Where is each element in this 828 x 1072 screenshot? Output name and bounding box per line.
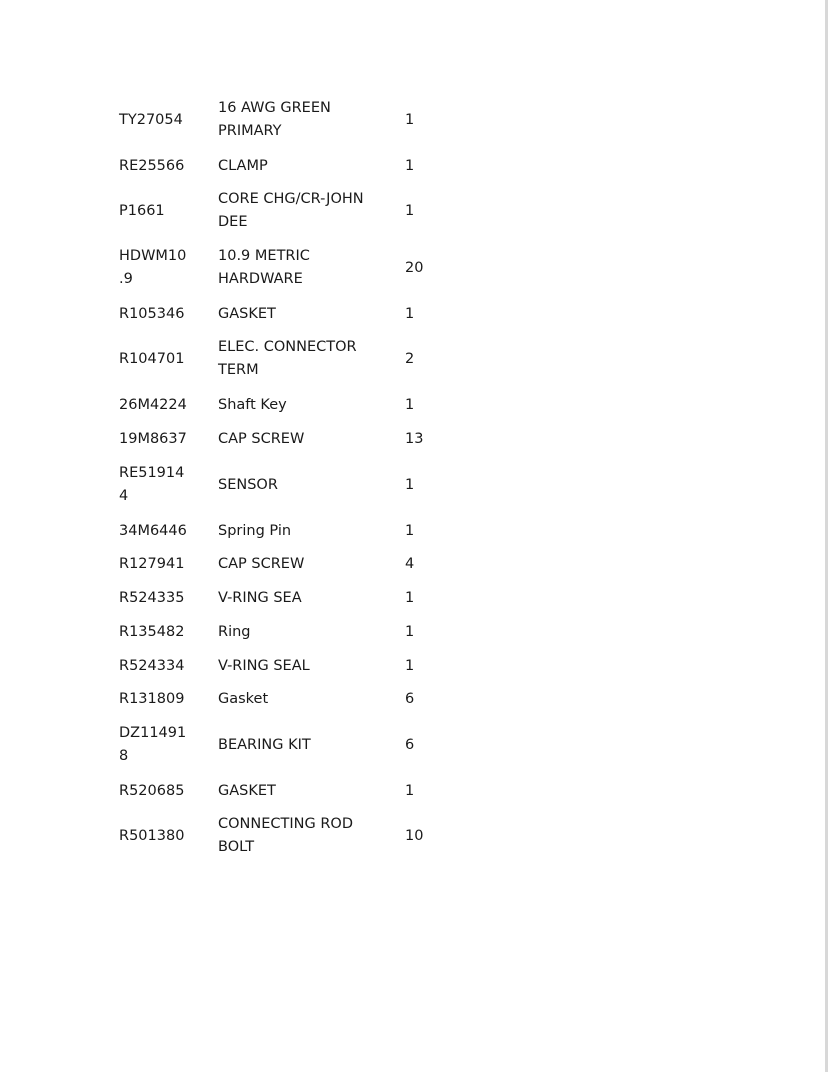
description-cell: Spring Pin: [218, 522, 292, 539]
quantity-cell: 1: [405, 111, 415, 128]
quantity-cell: 6: [405, 690, 415, 707]
part-number-cell: 34M6446: [119, 522, 187, 539]
part-number-cell: R105346: [119, 305, 185, 322]
part-number-cell: RE51914 4: [119, 465, 185, 504]
part-number-cell: HDWM10 .9: [119, 248, 187, 287]
quantity-cell: 1: [405, 396, 415, 413]
description-cell: 10.9 METRIC HARDWARE: [218, 248, 310, 287]
part-number-cell: RE25566: [119, 157, 185, 174]
part-number-cell: DZ11491 8: [119, 725, 187, 764]
quantity-cell: 1: [405, 782, 415, 799]
description-cell: V-RING SEA: [218, 589, 302, 606]
description-cell: GASKET: [218, 305, 276, 322]
quantity-cell: 1: [405, 305, 415, 322]
description-cell: GASKET: [218, 782, 276, 799]
table-row: [0, 651, 828, 681]
quantity-cell: 20: [405, 259, 424, 276]
table-row: [0, 96, 828, 144]
description-cell: CAP SCREW: [218, 555, 305, 572]
quantity-cell: 1: [405, 157, 415, 174]
table-row: [0, 776, 828, 806]
table-row: [0, 516, 828, 546]
table-row: [0, 335, 828, 383]
quantity-cell: 1: [405, 623, 415, 640]
description-cell: BEARING KIT: [218, 736, 311, 753]
table-row: [0, 549, 828, 579]
description-cell: Shaft Key: [218, 396, 287, 413]
quantity-cell: 1: [405, 202, 415, 219]
description-cell: V-RING SEAL: [218, 657, 310, 674]
quantity-cell: 6: [405, 736, 415, 753]
part-number-cell: R524334: [119, 657, 185, 674]
part-number-cell: 19M8637: [119, 430, 187, 447]
table-row: [0, 424, 828, 454]
description-cell: CAP SCREW: [218, 430, 305, 447]
description-cell: ELEC. CONNECTOR TERM: [218, 339, 357, 378]
table-row: [0, 187, 828, 235]
part-number-cell: R501380: [119, 827, 185, 844]
quantity-cell: 1: [405, 476, 415, 493]
table-row: [0, 583, 828, 613]
description-cell: Ring: [218, 623, 251, 640]
description-cell: Gasket: [218, 690, 269, 707]
quantity-cell: 1: [405, 522, 415, 539]
description-cell: CONNECTING ROD BOLT: [218, 816, 353, 855]
table-row: [0, 299, 828, 329]
quantity-cell: 1: [405, 589, 415, 606]
part-number-cell: R104701: [119, 350, 185, 367]
description-cell: CORE CHG/CR-JOHN DEE: [218, 191, 364, 230]
table-row: [0, 461, 828, 509]
part-number-cell: R520685: [119, 782, 185, 799]
part-number-cell: R135482: [119, 623, 185, 640]
quantity-cell: 1: [405, 657, 415, 674]
description-cell: CLAMP: [218, 157, 268, 174]
table-row: [0, 244, 828, 292]
description-cell: SENSOR: [218, 476, 278, 493]
table-row: [0, 721, 828, 769]
table-row: [0, 684, 828, 714]
quantity-cell: 4: [405, 555, 415, 572]
part-number-cell: P1661: [119, 202, 165, 219]
part-number-cell: R131809: [119, 690, 185, 707]
part-number-cell: R524335: [119, 589, 185, 606]
part-number-cell: R127941: [119, 555, 185, 572]
quantity-cell: 13: [405, 430, 424, 447]
quantity-cell: 10: [405, 827, 424, 844]
quantity-cell: 2: [405, 350, 415, 367]
table-row: [0, 617, 828, 647]
table-row: [0, 151, 828, 181]
table-row: [0, 390, 828, 420]
table-row: [0, 812, 828, 860]
part-number-cell: TY27054: [119, 111, 183, 128]
part-number-cell: 26M4224: [119, 396, 187, 413]
description-cell: 16 AWG GREEN PRIMARY: [218, 100, 331, 139]
